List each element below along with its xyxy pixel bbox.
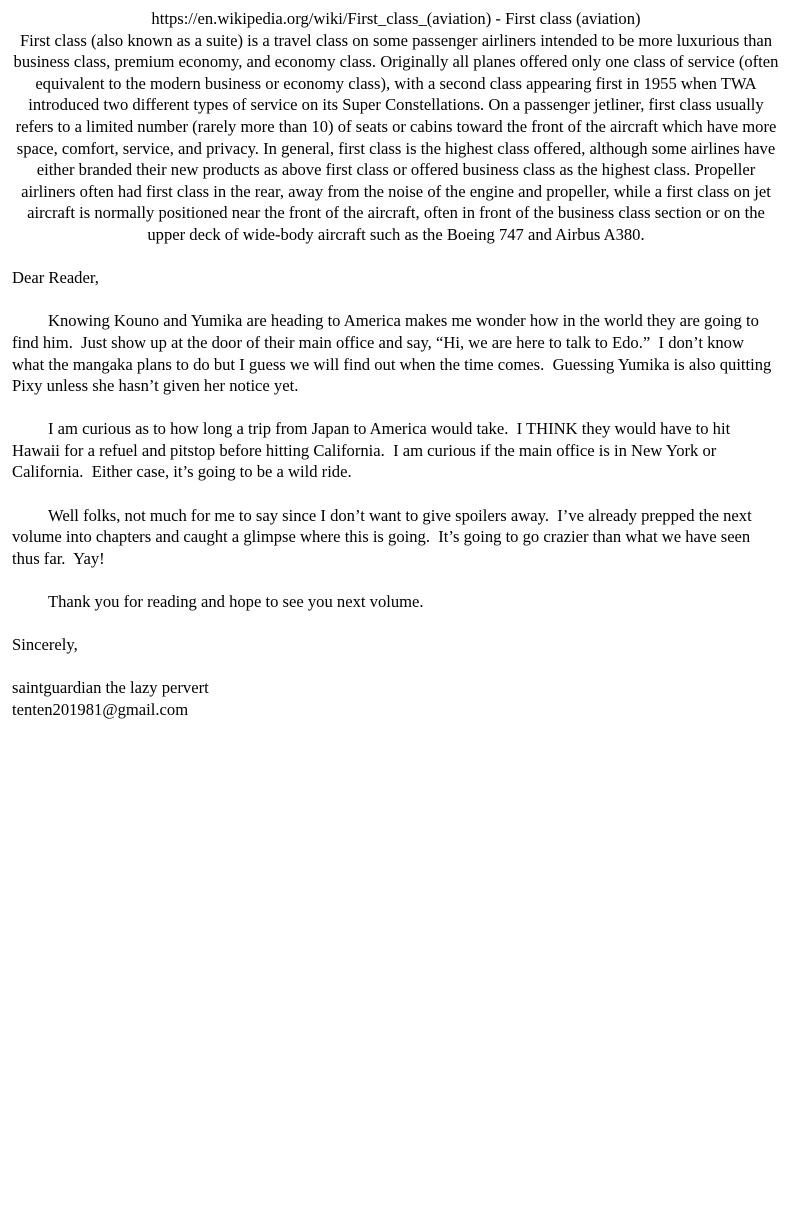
letter-greeting: Dear Reader,	[12, 268, 99, 288]
reference-block	[12, 8, 780, 246]
letter-paragraph: Well folks, not much for me to say since I don’t want to give spoilers away. I’ve already prepped the next volume into chapters and caught a glimpse where this is going. It’s going to go crazier than what we have seen thus far. Yay!	[12, 505, 756, 568]
letter-paragraph: Thank you for reading and hope to see you next volume.	[48, 592, 424, 612]
reference-summary: First class (also known as a suite) is a travel class on some passenger airliners intended to be more luxurious than business class, premium economy, and economy class. Originally all planes offered only one class of service (often equivalent to the modern business or economy class), with a second class appearing first in 1955 when TWA introduced two different types of service on its Super Constellations. On a passenger jetliner, first class usually refers to a limited number (rarely more than 10) of seats or cabins toward the front of the aircraft which have more space, comfort, service, and privacy. In general, first class is the highest class offered, although some airlines have either branded their new products as above first class or offered business class as the highest class. Propeller airliners often had first class in the rear, away from the noise of the engine and propeller, while a first class on jet aircraft is normally positioned near the front of the aircraft, often in front of the business class section or on the upper deck of wide-body aircraft such as the Boeing 747 and Airbus A380.	[13, 30, 779, 244]
signature-name: saintguardian the lazy pervert	[12, 678, 209, 698]
letter-paragraph: I am curious as to how long a trip from Japan to America would take. I THINK they would have to hit Hawaii for a refuel and pitstop before hitting California. I am curious if the main office is in New York or California. Either case, it’s going to be a wild ride.	[12, 419, 735, 482]
letter-closing: Sincerely,	[12, 635, 78, 655]
letter-body	[12, 267, 780, 720]
source-reference: https://en.wikipedia.org/wiki/First_class_(aviation) - First class (aviation)	[151, 9, 641, 28]
letter-paragraph: Knowing Kouno and Yumika are heading to America makes me wonder how in the world they are going to find him. Just show up at the door of their main office and say, “Hi, we are here to talk to Edo.” I don’t know what the mangaka plans to do but I guess we will find out when the time comes. Guessing Yumika is also quitting Pixy unless she hasn’t given her notice yet.	[12, 311, 776, 396]
contact-email: tenten201981@gmail.com	[12, 700, 189, 719]
signature-block	[12, 677, 780, 720]
